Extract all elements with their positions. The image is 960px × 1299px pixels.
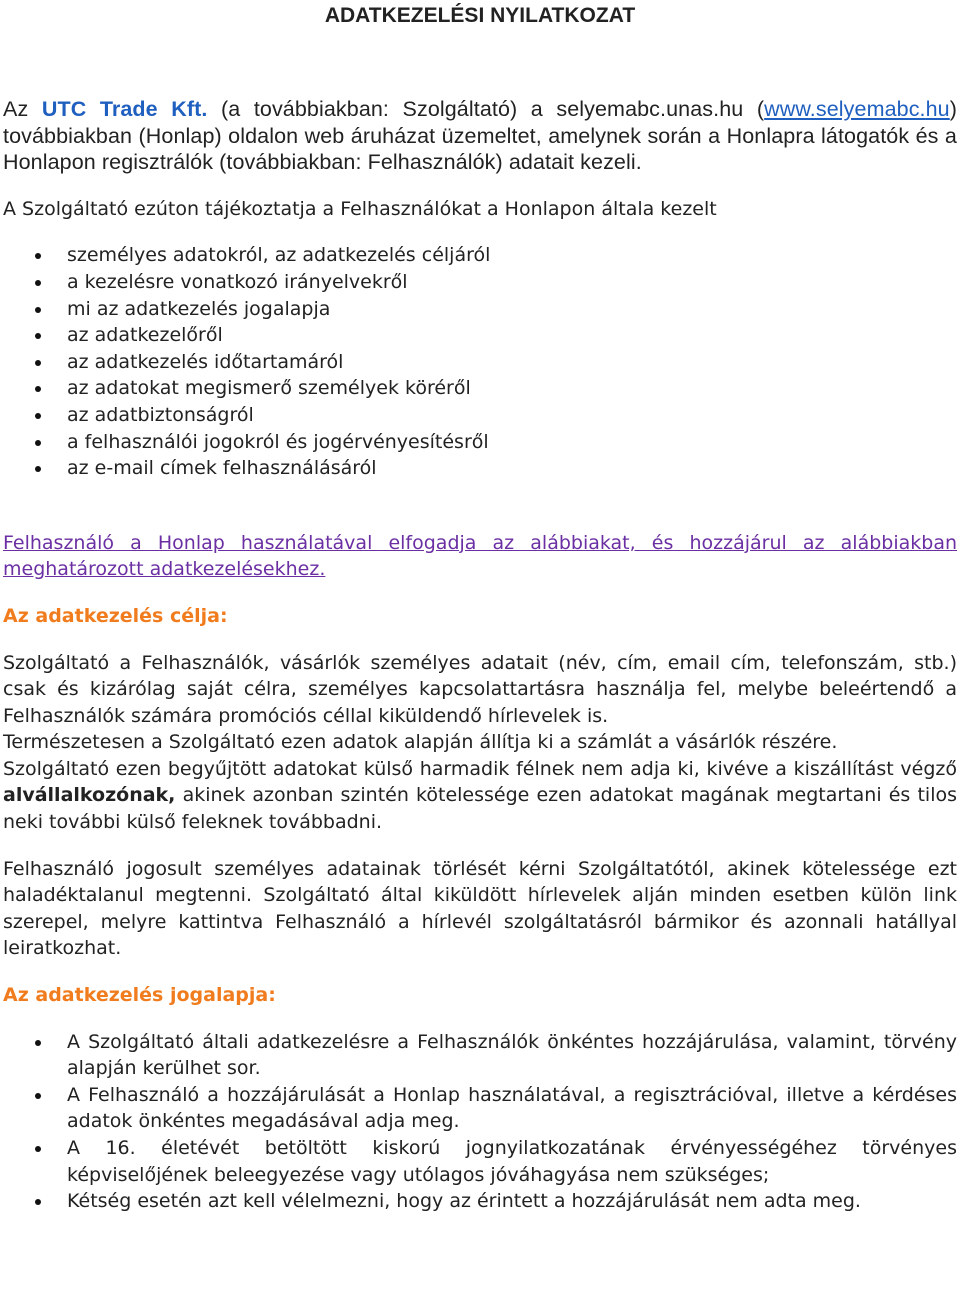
legal-basis-item: A Szolgáltató általi adatkezelésre a Felhasználók önkéntes hozzájárulása, valamint, törvény alapján kerülhet sor.	[3, 1029, 957, 1082]
topic-list-item: mi az adatkezelés jogalapja	[3, 296, 957, 323]
purpose-paragraph-3: Szolgáltató ezen begyűjtött adatokat külső harmadik félnek nem adja ki, kivéve a kiszállítást végző alvállalkozónak, akinek azonban szintén kötelessége ezen adatokat magának megtartani és tilos neki további külső feleknek továbbadni.	[3, 757, 958, 834]
legal-basis-list	[3, 1029, 957, 1215]
topic-list-item: az adatokat megismerő személyek köréről	[3, 375, 957, 402]
company-name: UTC Trade Kft.	[41, 97, 208, 121]
topic-list-item: az adatkezelés időtartamáról	[3, 349, 957, 376]
consent-statement[interactable]: Felhasználó a Honlap használatával elfogadja az alábbiakat, és hozzájárul az alábbiakban meghatározott adatkezelésekhez.	[3, 531, 957, 581]
topic-list-item: az adatkezelőről	[3, 322, 957, 349]
intro-text-c: ) továbbiakban (Honlap) oldalon web áruházat üzemeltet, amelynek során a Honlapra látogatók és a Honlapon regisztrálók (továbbiakban: Felhasználók) adatait kezeli.	[3, 97, 958, 175]
legal-basis-heading: Az adatkezelés jogalapja:	[3, 984, 276, 1007]
purpose-paragraph-2: Természetesen a Szolgáltató ezen adatok alapján állítja ki a számlát a vásárlók részére.	[3, 731, 838, 754]
topic-list-item: az adatbiztonságról	[3, 402, 957, 429]
legal-basis-item: A Felhasználó a hozzájárulását a Honlap használatával, a regisztrációval, illetve a kérdéses adatok önkéntes megadásával adja meg.	[3, 1082, 957, 1135]
topic-list-item: személyes adatokról, az adatkezelés céljáról	[3, 242, 957, 269]
purpose-heading: Az adatkezelés célja:	[3, 604, 228, 627]
intro-paragraph	[3, 96, 957, 176]
document-title: ADATKEZELÉSI NYILATKOZAT	[324, 4, 636, 27]
website-link[interactable]: www.selyemabc.hu	[764, 97, 950, 121]
topic-list-item: a felhasználói jogokról és jogérvényesítésről	[3, 429, 957, 456]
topic-list-item: a kezelésre vonatkozó irányelvekről	[3, 269, 957, 296]
inform-line: A Szolgáltató ezúton tájékoztatja a Felhasználókat a Honlapon általa kezelt	[3, 197, 717, 220]
legal-basis-item: A 16. életévét betöltött kiskorú jognyilatkozatának érvényességéhez törvényes képviselőjének beleegyezése vagy utólagos jóváhagyása nem szükséges;	[3, 1135, 957, 1188]
subcontractor-bold: alvállalkozónak,	[3, 784, 176, 807]
privacy-document	[3, 0, 957, 1215]
legal-basis-item: Kétség esetén azt kell vélelmezni, hogy az érintett a hozzájárulását nem adta meg.	[3, 1188, 957, 1215]
purpose-paragraph-1: Szolgáltató a Felhasználók, vásárlók személyes adatait (név, cím, email cím, telefonszám, stb.) csak és kizárólag saját célra, személyes kapcsolattartásra használja fel, melybe beleértendő a Felhasználók számára promóciós céllal kiküldendő hírlevelek is.	[3, 651, 957, 727]
intro-text-b: (a továbbiakban: Szolgáltató) a selyemabc.unas.hu (	[220, 97, 765, 121]
deletion-paragraph: Felhasználó jogosult személyes adatainak törlését kérni Szolgáltatótól, akinek kötelessége ezt haladéktalanul megtenni. Szolgáltató által kiküldött hírlevelek alján minden esetben külön link szerepel, melyre kattintva Felhasználó a hírlevél szolgáltatásról bármikor és azonnali hatállyal leiratkozhat.	[3, 857, 957, 960]
topics-list	[3, 242, 957, 481]
topic-list-item: az e-mail címek felhasználásáról	[3, 455, 957, 482]
intro-text-a: Az	[3, 97, 29, 121]
